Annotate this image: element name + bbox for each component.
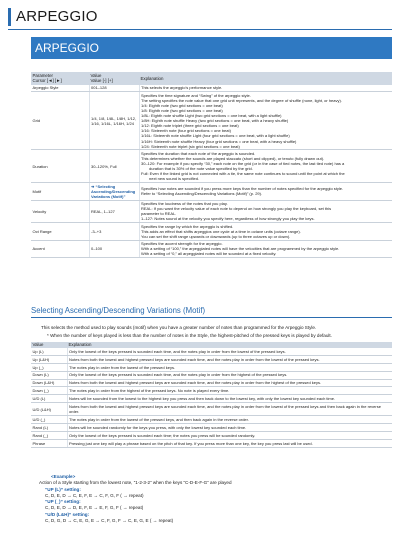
- motif-value: U/D (L&H): [31, 403, 67, 416]
- motif-explanation: Notes from both the lowest and highest pressed keys are sounded each time, and the notes play in order from the lowest of the pressed keys.: [67, 355, 392, 363]
- header-value: [89, 72, 139, 85]
- motif-value: Up (_): [31, 363, 67, 371]
- table-row: [31, 92, 392, 150]
- param-name: Duration: [31, 150, 89, 183]
- table-row: [31, 432, 392, 440]
- motif-value: Up (L): [31, 348, 67, 355]
- table-row: [31, 403, 392, 416]
- table-row: [31, 200, 392, 223]
- param-explanation: [139, 223, 392, 240]
- section-header: ARPEGGIO: [31, 37, 392, 59]
- parameter-table: [31, 72, 392, 258]
- explanation-line: Specifies the duration that each note of the arpeggio is sounded.: [141, 150, 256, 156]
- motif-value: Rand (L): [31, 424, 67, 432]
- motif-value: U/D (L): [31, 395, 67, 403]
- explanation-line: Full: Even if the linked grid is not connected with a tie, the same note continues to sound until the point at which the: [141, 171, 345, 177]
- motif-intro: This selects the method used to play sounds (motif) when you have a greater number of notes than programmed for the Arpeggio Style.: [41, 325, 317, 330]
- motif-explanation: Pressing just one key will play a phrase based on the pitch of that key. If you press more than one key, the key you press last will be used.: [67, 440, 392, 448]
- param-name: Accent: [31, 240, 89, 257]
- table-row: [31, 424, 392, 432]
- motif-value: Phrase: [31, 440, 67, 448]
- explanation-line: parameter to REAL.: [141, 211, 177, 217]
- header-motif-value: Value: [31, 342, 67, 348]
- param-explanation: [139, 200, 392, 223]
- table-row: [31, 348, 392, 355]
- motif-explanation: Notes from both the lowest and highest pressed keys are sounded each time, and the notes play in order from the lowest of the pressed keys and then back again in the reverse order.: [67, 403, 392, 416]
- example-setting-label: “U/D (L&H)” setting:: [45, 511, 90, 517]
- explanation-line: Specifies the accent strength for the arpeggio.: [141, 241, 223, 247]
- motif-value: Down (L): [31, 371, 67, 379]
- motif-value: Rand (_): [31, 432, 67, 440]
- motif-explanation: The notes play in order from the lowest of the pressed keys.: [67, 363, 392, 371]
- motif-value: Down (L&H): [31, 379, 67, 387]
- page-title: [8, 4, 392, 30]
- param-name: Motif: [31, 183, 89, 200]
- header-value-label: Value: [90, 73, 102, 78]
- explanation-line: REAL: If you want the velocity value of each note to depend on how strongly you play the keyboard, set this: [141, 206, 332, 212]
- explanation-line: 1/12: Eighth note triplet (three grid sections = one beat): [141, 123, 239, 129]
- motif-explanation: The notes play in order from the highest of the pressed keys. No note is played every time.: [67, 387, 392, 395]
- param-explanation: [139, 150, 392, 183]
- explanation-line: 1/8H: Eighth note shuffle Heavy (two grid sections = one beat, with a heavy shuffle): [141, 118, 289, 124]
- explanation-line: You can set the shift range upwards or downwards (up to three octaves up or down).: [141, 233, 291, 239]
- motif-explanation: Only the lowest of the keys pressed is sounded each time, and the notes play in order from the highest of the pressed keys.: [67, 371, 392, 379]
- param-value: REAL, 1–127: [89, 200, 139, 223]
- param-explanation: [139, 92, 392, 150]
- example-sequence: C, D, E, D → D, E, F, E → E, F, G, F ( → repeat): [45, 505, 144, 511]
- table-row: [31, 379, 392, 387]
- param-explanation: [139, 183, 392, 200]
- param-name: Grid: [31, 92, 89, 150]
- table-row: [31, 85, 392, 92]
- explanation-line: Specifies the range by which the arpeggio is shifted.: [141, 223, 234, 229]
- table-row: [31, 416, 392, 424]
- header-parameter-label: Parameter: [32, 73, 53, 78]
- motif-note: * When the number of keys played is less than the number of notes in the Style, the highest-pitched of the pressed keys is played by default.: [47, 333, 332, 338]
- example-block: [39, 474, 392, 524]
- explanation-line: 1/16: Sixteenth note (four grid sections = one beat): [141, 128, 231, 134]
- example-sequence: C, D, E, D → C, E, F, E → C, F, G, F ( → repeat): [45, 492, 144, 498]
- explanation-line: 1/16H: Sixteenth note shuffle Heavy (four grid sections = one beat, with a heavy shuffle): [141, 138, 297, 144]
- explanation-line: The setting specifies the note value that one grid unit represents, and the degree of shuffle (none, light, or heavy).: [141, 97, 342, 103]
- explanation-line: 1–127: Notes sound at the velocity you specify here, regardless of how strongly you play the keys.: [141, 216, 315, 222]
- table-row: [31, 355, 392, 363]
- table-row: [31, 150, 392, 183]
- motif-explanation: Notes from both the lowest and highest pressed keys are sounded each time, and the notes play in order from the highest of the pressed keys.: [67, 379, 392, 387]
- explanation-line: 1/16L: Sixteenth note shuffle Light (four grid sections = one beat, with a light shuffle): [141, 133, 290, 139]
- explanation-line: 1/8: Eighth note (two grid sections = one beat): [141, 107, 223, 113]
- page-title-text: ARPEGGIO: [16, 8, 98, 25]
- motif-explanation: Only the lowest of the keys pressed is sounded each time; the notes you press will be sounded randomly.: [67, 432, 392, 440]
- motif-table: [31, 342, 392, 448]
- explanation-line: 1/24: Sixteenth note triplet (six grid sections = one beat): [141, 143, 240, 149]
- explanation-line: Specifies the loudness of the notes that you play.: [141, 201, 228, 207]
- explanation-line: With a setting of “0,” all arpeggiated notes will be sounded at a fixed velocity.: [141, 251, 277, 257]
- example-sequence: C, D, G, D → C, E, G, E → C, F, G, F → C, E, G, E ( → repeat): [45, 518, 174, 524]
- motif-section-title: Selecting Ascending/Descending Variations (Motif): [31, 306, 392, 318]
- header-parameter-sub: Cursor [◄] [►]: [32, 78, 62, 84]
- example-description: Action of a Style starting from the lowest note, “1-2-3-2” when the keys “C-D-E-F-G” are played: [39, 480, 232, 486]
- param-name: Velocity: [31, 200, 89, 223]
- table-row: [31, 240, 392, 257]
- param-explanation: [139, 85, 392, 92]
- param-value-link[interactable]: ➜ “Selecting Ascending/Descending Variations (Motif)”: [89, 183, 139, 200]
- explanation-line: With a setting of “100,” the arpeggiated notes will have the velocities that are programmed by the arpeggio style.: [141, 246, 340, 252]
- motif-explanation: Notes will be sounded randomly for the keys you press, with only the lowest key sounded each time.: [67, 424, 392, 432]
- explanation-line: This selects the arpeggio’s performance style.: [141, 85, 223, 91]
- param-value: 001–128: [89, 85, 139, 92]
- header-explanation: Explanation: [139, 72, 392, 85]
- param-value: 1/4, 1/8, 1/8L, 1/8H, 1/12, 1/16, 1/16L, 1/16H, 1/24: [89, 92, 139, 150]
- table-row: [31, 395, 392, 403]
- explanation-line: 30–120: For example if you specify “30,” each note on the grid (or in the case of tied notes, the last tied note) has a: [141, 161, 345, 167]
- param-explanation: [139, 240, 392, 257]
- title-accent-bar: [8, 8, 11, 26]
- table-row: [31, 183, 392, 200]
- example-title: <Example>: [51, 474, 76, 479]
- table-row: [31, 371, 392, 379]
- explanation-line: This adds an effect that shifts arpeggios one cycle at a time in octave units (octave range).: [141, 228, 301, 234]
- explanation-line: 1/4: Eighth note (two grid sections = one beat): [141, 102, 223, 108]
- explanation-line: Specifies how notes are sounded if you press more keys than the number of notes specified for the arpeggio style.: [141, 186, 344, 192]
- param-value: 0–100: [89, 240, 139, 257]
- table-row: [31, 440, 392, 448]
- example-setting-label: “UP (L)” setting:: [45, 486, 81, 492]
- explanation-line: next new sound is specified.: [149, 176, 200, 182]
- example-setting-label: “UP (_)” setting:: [45, 499, 81, 505]
- explanation-line: duration that is 30% of the note value specified by the grid.: [149, 166, 253, 172]
- motif-explanation: The notes play in order from the lowest of the pressed keys, and then back again in the reverse order.: [67, 416, 392, 424]
- explanation-line: This determines whether the sounds are played staccato (short and clipped), or tenuto (fully drawn out).: [141, 156, 325, 161]
- param-name: Arpeggio Style: [31, 85, 89, 92]
- param-value: 30–120%, Full: [89, 150, 139, 183]
- explanation-line: Specifies the time signature and “Swing” of the arpeggio style.: [141, 92, 251, 98]
- header-value-sub: Value [-] [+]: [90, 78, 113, 84]
- motif-value: U/D (_): [31, 416, 67, 424]
- table-row: [31, 363, 392, 371]
- motif-value: Up (L&H): [31, 355, 67, 363]
- param-name: Oct Range: [31, 223, 89, 240]
- explanation-line: 1/8L: Eighth note shuffle Light (two grid sections = one beat, with a light shuffle): [141, 113, 282, 119]
- param-value: -3–+3: [89, 223, 139, 240]
- table-row: [31, 223, 392, 240]
- motif-value: Down (_): [31, 387, 67, 395]
- table-row: [31, 387, 392, 395]
- motif-explanation: Notes will be sounded from the lowest to the highest key you press and then back down to the lowest key, with only the lowest key sounded each time.: [67, 395, 392, 403]
- header-parameter: [31, 72, 89, 85]
- explanation-line: Refer to “Selecting Ascending/Descending Variations (Motif)” (p. 29).: [141, 191, 263, 197]
- motif-explanation: Only the lowest of the keys pressed is sounded each time, and the notes play in order from the lowest of the pressed keys.: [67, 348, 392, 355]
- header-motif-explanation: Explanation: [67, 342, 392, 348]
